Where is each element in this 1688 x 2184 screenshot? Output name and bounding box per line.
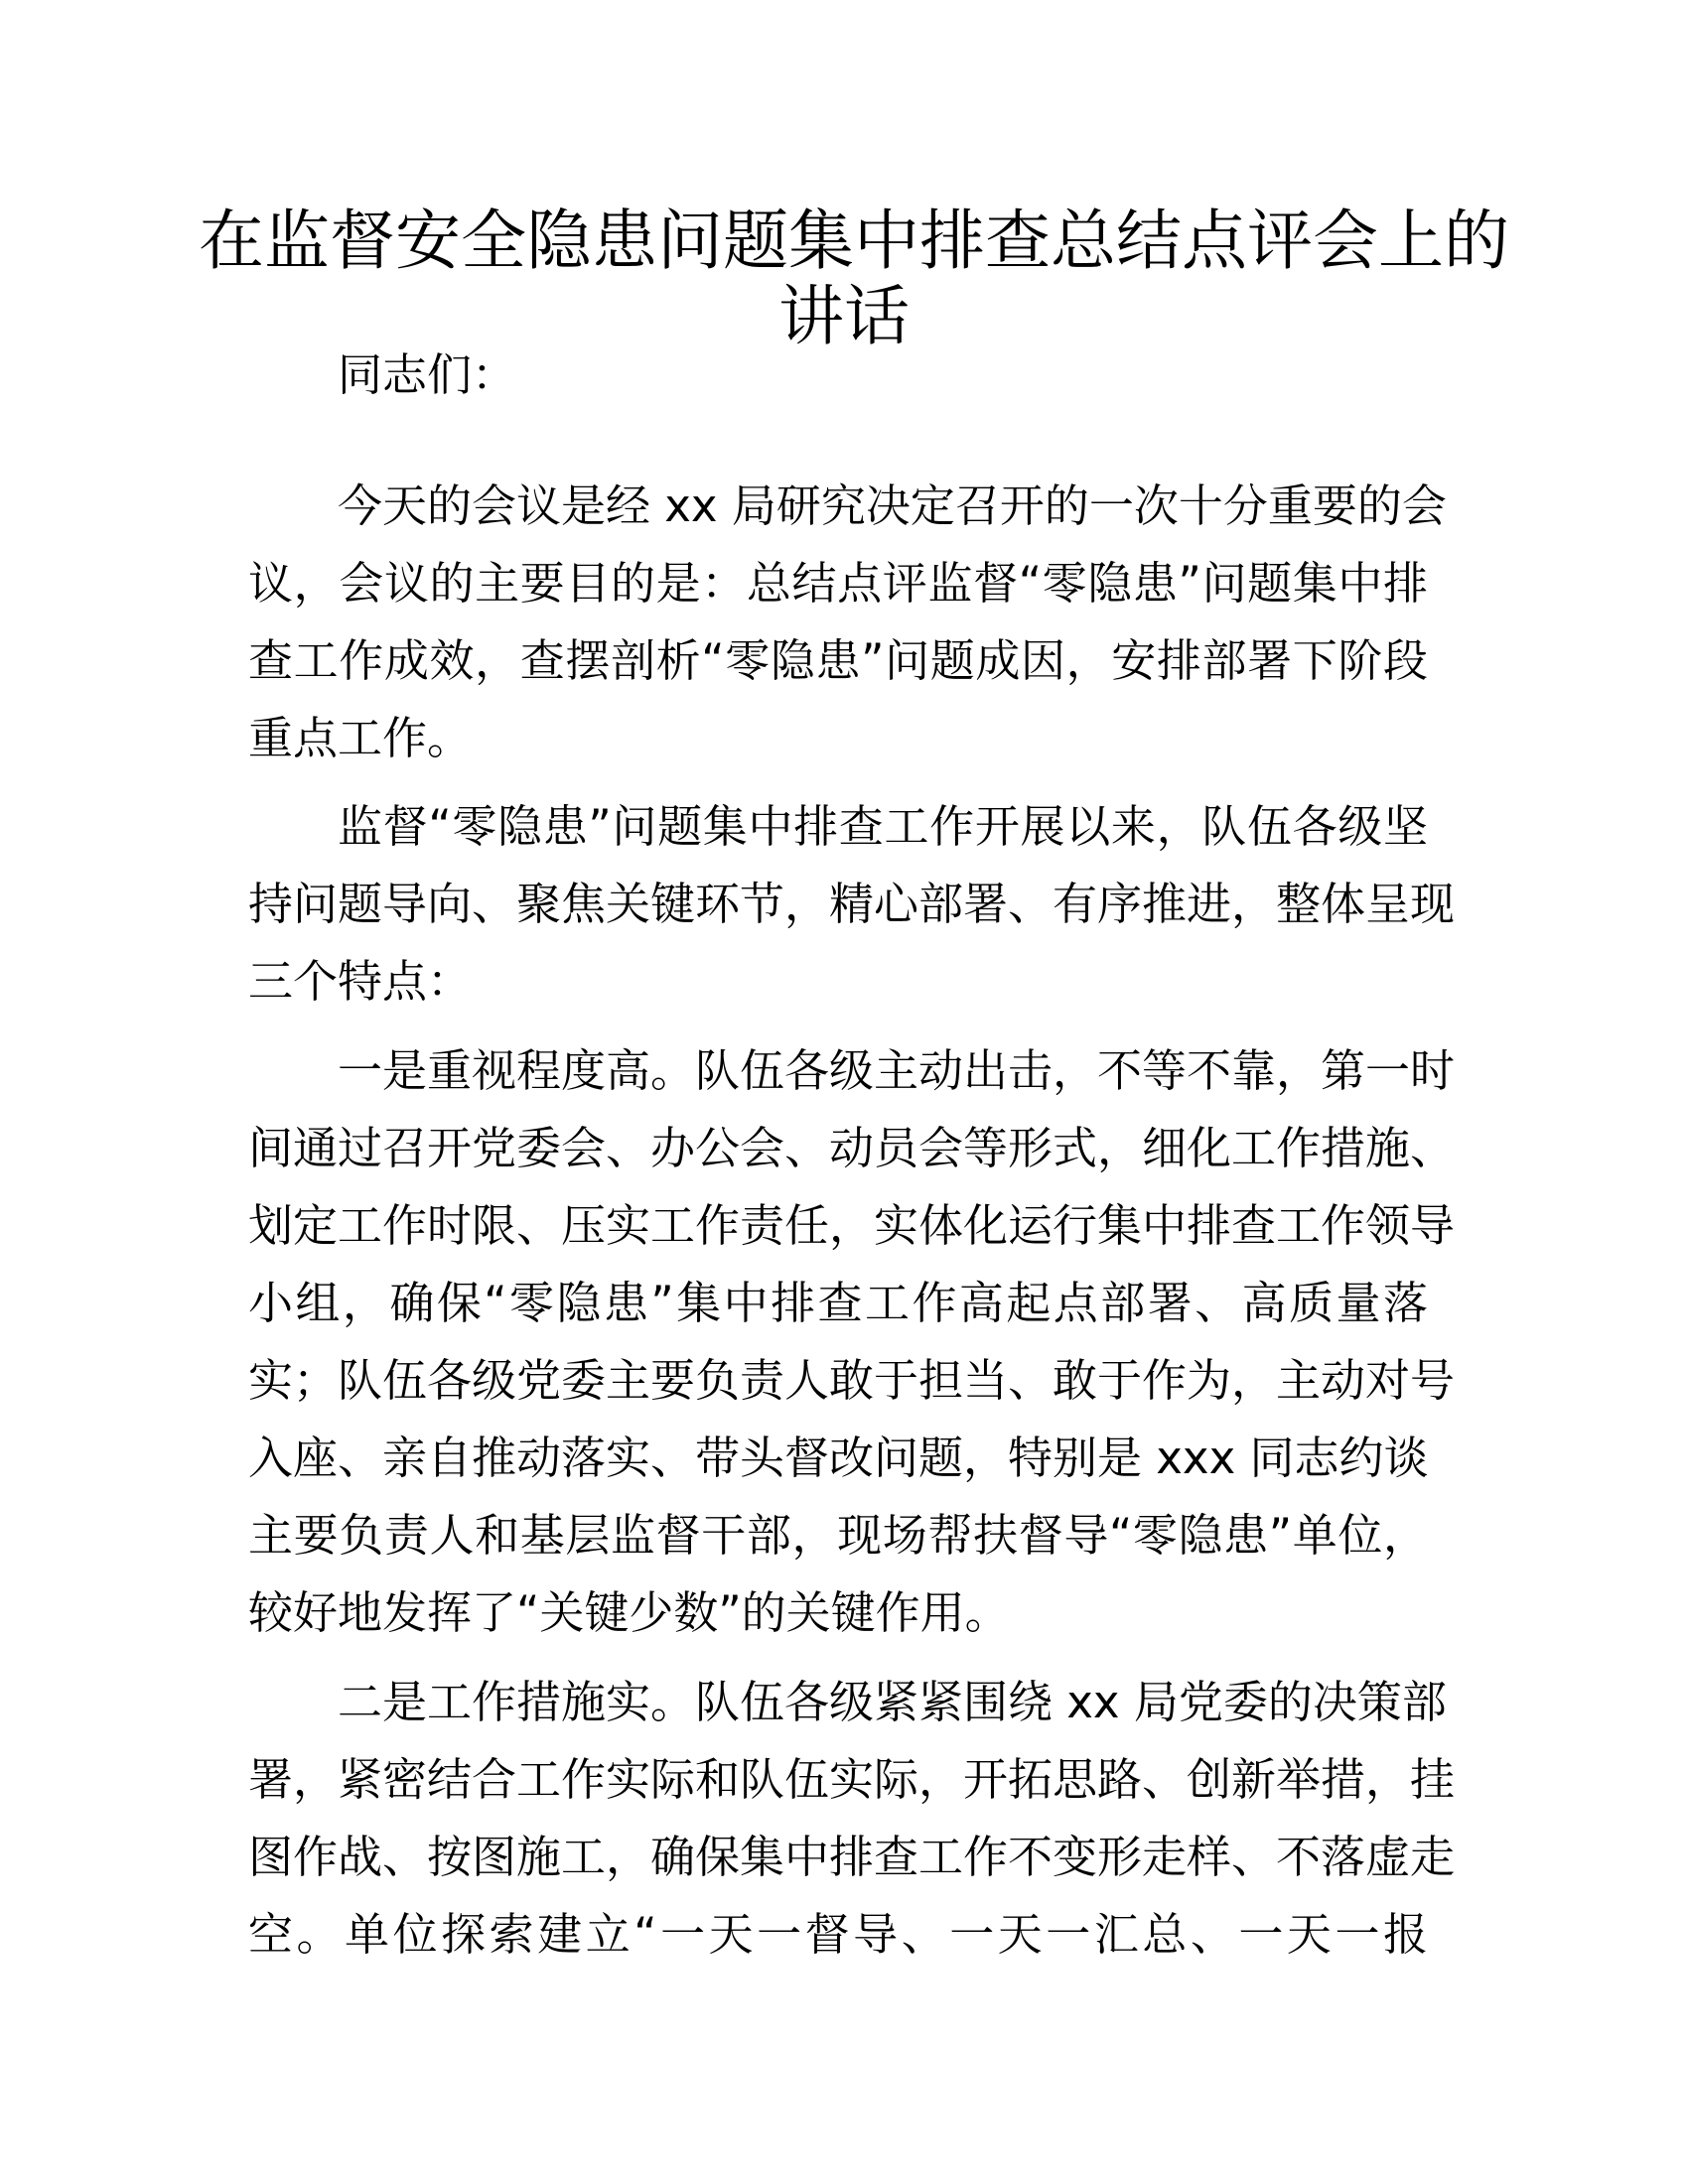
paragraph-1-line: 查工作成效，查摆剖析“零隐患”问题成因，安排部署下阶段 [248,634,1428,687]
salutation: 同志们： [338,348,517,401]
document-title-line-1: 在监督安全隐患问题集中排查总结点评会上的 [199,203,1509,279]
paragraph-3-line: 实；队伍各级党委主要负责人敢于担当、敢于作为，主动对号 [248,1354,1456,1407]
paragraph-3-line: 间通过召开党委会、办公会、动员会等形式，细化工作措施、 [248,1122,1456,1174]
paragraph-3-line: 较好地发挥了“关键少数”的关键作用。 [248,1586,1010,1639]
document-title-line-2: 讲话 [778,278,910,354]
paragraph-2-line: 持问题导向、聚焦关键环节，精心部署、有序推进，整体呈现 [248,878,1456,930]
paragraph-4-line: 图作战、按图施工，确保集中排查工作不变形走样、不落虚走 [248,1831,1456,1883]
paragraph-1-line: 今天的会议是经 xx 局研究决定召开的一次十分重要的会 [338,479,1447,532]
paragraph-3-line: 主要负责人和基层监督干部，现场帮扶督导“零隐患”单位， [248,1509,1428,1562]
paragraph-3-line: 小组，确保“零隐患”集中排查工作高起点部署、高质量落 [248,1277,1428,1329]
paragraph-2-line: 三个特点： [248,955,473,1008]
paragraph-1-line: 重点工作。 [248,712,473,764]
paragraph-2-line: 监督“零隐患”问题集中排查工作开展以来，队伍各级坚 [338,800,1428,853]
paragraph-3-line: 划定工作时限、压实工作责任，实体化运行集中排查工作领导 [248,1199,1456,1252]
paragraph-4-line: 二是工作措施实。队伍各级紧紧围绕 xx 局党委的决策部 [338,1676,1447,1728]
paragraph-4-line: 空。单位探索建立“一天一督导、一天一汇总、一天一报 [248,1908,1428,1961]
paragraph-3-line: 一是重视程度高。队伍各级主动出击，不等不靠，第一时 [338,1044,1456,1097]
paragraph-3-line: 入座、亲自推动落实、带头督改问题，特别是 xxx 同志约谈 [248,1432,1429,1484]
paragraph-1-line: 议，会议的主要目的是：总结点评监督“零隐患”问题集中排 [248,557,1428,610]
paragraph-4-line: 署，紧密结合工作实际和队伍实际，开拓思路、创新举措，挂 [248,1753,1456,1806]
